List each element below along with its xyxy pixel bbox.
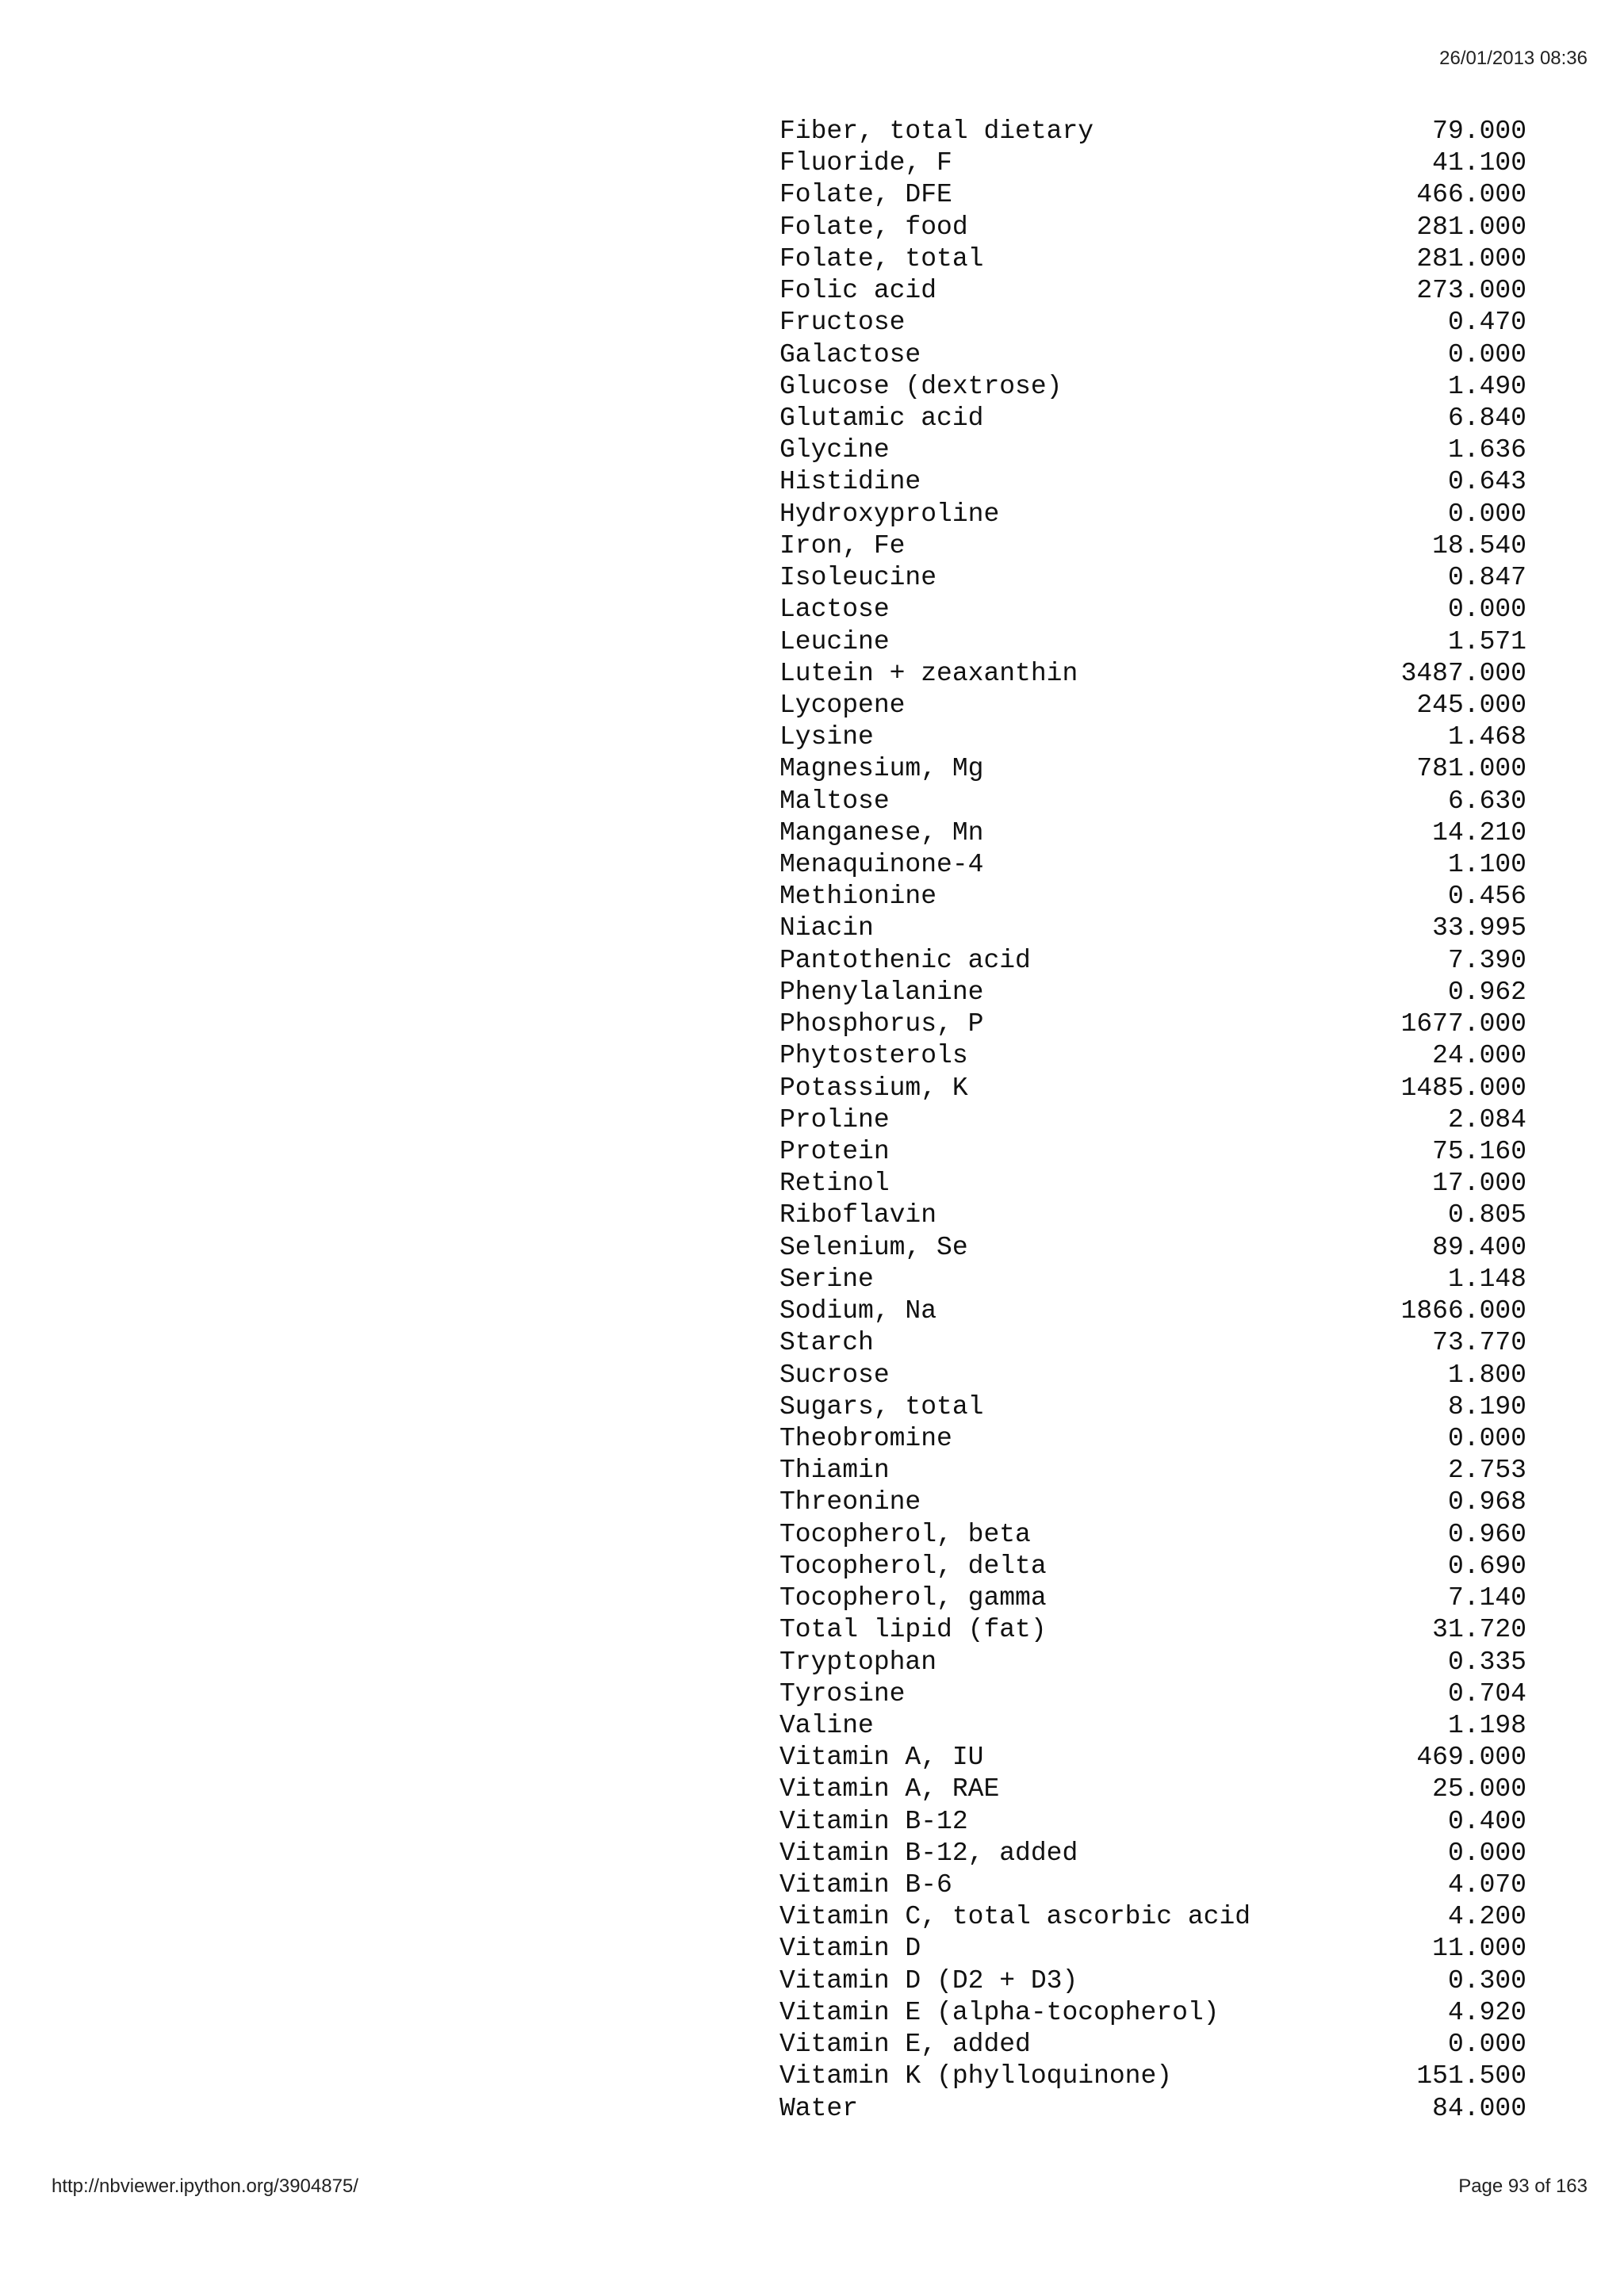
table-row (779, 913, 1526, 944)
nutrient-name: Tryptophan (779, 1647, 937, 1677)
table-row (779, 1647, 1526, 1678)
table-row (779, 1997, 1526, 2029)
table-row (779, 116, 1526, 147)
table-row (779, 1200, 1526, 1231)
table-row (779, 179, 1526, 211)
nutrient-value: 0.000 (1447, 1423, 1526, 1453)
nutrient-name: Methionine (779, 882, 937, 912)
table-row (779, 690, 1526, 721)
table-row (779, 721, 1526, 753)
table-row (779, 594, 1526, 626)
nutrient-name: Hydroxyproline (779, 499, 1000, 529)
table-row (779, 1806, 1526, 1838)
nutrient-value: 1677.000 (1400, 1009, 1526, 1039)
nutrient-name: Lysine (779, 722, 874, 752)
table-row (779, 1551, 1526, 1582)
nutrient-name: Water (779, 2093, 859, 2123)
nutrient-value: 1.148 (1447, 1264, 1526, 1294)
table-row (779, 147, 1526, 179)
table-row (779, 1232, 1526, 1264)
table-row (779, 275, 1526, 307)
nutrient-value: 0.643 (1447, 467, 1526, 497)
nutrient-name: Theobromine (779, 1423, 952, 1453)
table-row (779, 466, 1526, 498)
nutrient-value: 24.000 (1432, 1041, 1526, 1071)
table-row (779, 530, 1526, 562)
nutrient-name: Isoleucine (779, 563, 937, 593)
nutrient-name: Maltose (779, 786, 890, 816)
nutrient-value: 18.540 (1432, 530, 1526, 561)
table-row (779, 1040, 1526, 1072)
table-row (779, 817, 1526, 849)
table-row (779, 243, 1526, 275)
nutrient-name: Sucrose (779, 1360, 890, 1390)
table-row (779, 307, 1526, 339)
nutrient-value: 25.000 (1432, 1774, 1526, 1804)
nutrient-name: Proline (779, 1104, 890, 1135)
nutrient-value: 0.335 (1447, 1647, 1526, 1677)
nutrient-name: Fluoride, F (779, 148, 952, 178)
table-row (779, 1327, 1526, 1359)
table-row (779, 1519, 1526, 1551)
nutrient-name: Leucine (779, 626, 890, 656)
table-row (779, 1264, 1526, 1295)
nutrient-name: Tocopherol, delta (779, 1551, 1047, 1581)
nutrient-name: Vitamin D (779, 1934, 921, 1964)
nutrient-value: 281.000 (1416, 243, 1526, 274)
nutrient-value: 0.300 (1447, 1965, 1526, 1996)
nutrient-value: 151.500 (1416, 2061, 1526, 2091)
nutrient-value: 6.840 (1447, 403, 1526, 433)
nutrient-value: 0.805 (1447, 1200, 1526, 1230)
nutrient-name: Menaquinone-4 (779, 850, 984, 880)
nutrient-name: Lycopene (779, 690, 906, 720)
table-row (779, 1487, 1526, 1518)
nutrient-value: 17.000 (1432, 1169, 1526, 1199)
nutrient-name: Lactose (779, 595, 890, 625)
nutrient-value: 4.200 (1447, 1902, 1526, 1932)
nutrient-value: 1485.000 (1400, 1073, 1526, 1103)
table-row (779, 403, 1526, 434)
table-row (779, 2029, 1526, 2061)
nutrient-name: Vitamin B-12 (779, 1806, 968, 1836)
nutrient-value: 2.084 (1447, 1104, 1526, 1135)
nutrient-value: 1866.000 (1400, 1296, 1526, 1326)
table-row (779, 881, 1526, 913)
nutrient-value: 0.000 (1447, 1838, 1526, 1868)
nutrient-name: Riboflavin (779, 1200, 937, 1230)
table-row (779, 1391, 1526, 1423)
nutrient-value: 2.753 (1447, 1456, 1526, 1486)
nutrient-name: Retinol (779, 1169, 890, 1199)
nutrient-value: 0.000 (1447, 2030, 1526, 2060)
table-row (779, 1933, 1526, 1965)
nutrient-value: 281.000 (1416, 212, 1526, 242)
nutrient-value: 0.470 (1447, 308, 1526, 338)
table-row (779, 1742, 1526, 1774)
table-row (779, 977, 1526, 1008)
table-row (779, 1678, 1526, 1710)
nutrient-name: Serine (779, 1264, 874, 1294)
nutrient-name: Tocopherol, beta (779, 1519, 1031, 1549)
table-row (779, 753, 1526, 785)
table-row (779, 1423, 1526, 1455)
nutrient-name: Histidine (779, 467, 921, 497)
nutrient-value: 79.000 (1432, 117, 1526, 146)
nutrient-name: Phosphorus, P (779, 1009, 984, 1039)
nutrient-value: 7.140 (1447, 1583, 1526, 1613)
nutrient-value: 273.000 (1416, 276, 1526, 306)
table-row (779, 945, 1526, 977)
nutrient-value: 89.400 (1432, 1232, 1526, 1262)
table-row (779, 1838, 1526, 1869)
nutrient-value: 31.720 (1432, 1615, 1526, 1645)
table-row (779, 371, 1526, 403)
nutrient-value: 11.000 (1432, 1934, 1526, 1964)
nutrient-table (779, 116, 1526, 2125)
table-row (779, 1136, 1526, 1168)
table-row (779, 658, 1526, 690)
nutrient-name: Folate, total (779, 243, 984, 274)
nutrient-value: 0.960 (1447, 1519, 1526, 1549)
table-row (779, 1073, 1526, 1104)
nutrient-name: Folate, food (779, 212, 968, 242)
nutrient-value: 1.100 (1447, 850, 1526, 880)
table-row (779, 434, 1526, 466)
nutrient-name: Fructose (779, 308, 906, 338)
nutrient-name: Pantothenic acid (779, 945, 1031, 975)
nutrient-value: 466.000 (1416, 180, 1526, 210)
table-row (779, 562, 1526, 594)
nutrient-value: 14.210 (1432, 817, 1526, 848)
nutrient-value: 1.468 (1447, 722, 1526, 752)
nutrient-value: 0.847 (1447, 563, 1526, 593)
nutrient-value: 73.770 (1432, 1328, 1526, 1358)
table-row (779, 1869, 1526, 1901)
table-row (779, 339, 1526, 371)
nutrient-name: Potassium, K (779, 1073, 968, 1103)
nutrient-value: 6.630 (1447, 786, 1526, 816)
nutrient-name: Vitamin B-12, added (779, 1838, 1078, 1868)
nutrient-name: Galactose (779, 339, 921, 369)
nutrient-value: 0.962 (1447, 977, 1526, 1007)
nutrient-value: 84.000 (1432, 2093, 1526, 2123)
table-row (779, 1614, 1526, 1646)
table-row (779, 2061, 1526, 2092)
nutrient-value: 0.968 (1447, 1487, 1526, 1517)
nutrient-name: Valine (779, 1710, 874, 1740)
nutrient-name: Vitamin D (D2 + D3) (779, 1965, 1078, 1996)
nutrient-value: 0.400 (1447, 1806, 1526, 1836)
nutrient-name: Vitamin E, added (779, 2030, 1031, 2060)
nutrient-name: Glycine (779, 435, 890, 465)
nutrient-name: Folate, DFE (779, 180, 952, 210)
nutrient-name: Fiber, total dietary (779, 117, 1094, 146)
nutrient-name: Vitamin K (phylloquinone) (779, 2061, 1173, 2091)
nutrient-name: Total lipid (fat) (779, 1615, 1047, 1645)
nutrient-value: 4.920 (1447, 1997, 1526, 2027)
nutrient-name: Niacin (779, 913, 874, 943)
nutrient-name: Starch (779, 1328, 874, 1358)
nutrient-name: Threonine (779, 1487, 921, 1517)
nutrient-name: Magnesium, Mg (779, 754, 984, 784)
table-row (779, 499, 1526, 530)
table-row (779, 1008, 1526, 1040)
table-row (779, 1582, 1526, 1614)
nutrient-name: Lutein + zeaxanthin (779, 658, 1078, 688)
table-row (779, 2093, 1526, 2125)
nutrient-value: 8.190 (1447, 1391, 1526, 1422)
footer-page-number: Page 93 of 163 (1458, 2175, 1588, 2197)
table-row (779, 1104, 1526, 1136)
nutrient-value: 469.000 (1416, 1743, 1526, 1773)
nutrient-name: Iron, Fe (779, 530, 906, 561)
nutrient-value: 1.571 (1447, 626, 1526, 656)
nutrient-value: 4.070 (1447, 1870, 1526, 1900)
nutrient-name: Phytosterols (779, 1041, 968, 1071)
nutrient-name: Tyrosine (779, 1678, 906, 1709)
nutrient-name: Vitamin A, IU (779, 1743, 984, 1773)
table-row (779, 1710, 1526, 1742)
nutrient-value: 0.000 (1447, 339, 1526, 369)
table-row (779, 626, 1526, 658)
nutrient-name: Sodium, Na (779, 1296, 937, 1326)
nutrient-name: Vitamin B-6 (779, 1870, 952, 1900)
nutrient-name: Phenylalanine (779, 977, 984, 1007)
nutrient-value: 0.456 (1447, 882, 1526, 912)
table-row (779, 1455, 1526, 1487)
nutrient-name: Vitamin C, total ascorbic acid (779, 1902, 1251, 1932)
nutrient-name: Vitamin E (alpha-tocopherol) (779, 1997, 1220, 2027)
table-row (779, 1168, 1526, 1200)
nutrient-name: Selenium, Se (779, 1232, 968, 1262)
table-row (779, 212, 1526, 243)
nutrient-value: 0.000 (1447, 595, 1526, 625)
table-row (779, 786, 1526, 817)
nutrient-name: Tocopherol, gamma (779, 1583, 1047, 1613)
nutrient-value: 781.000 (1416, 754, 1526, 784)
nutrient-name: Glucose (dextrose) (779, 371, 1063, 401)
table-row (779, 1901, 1526, 1933)
table-row (779, 1774, 1526, 1805)
nutrient-value: 1.198 (1447, 1710, 1526, 1740)
table-row (779, 849, 1526, 881)
table-row (779, 1360, 1526, 1391)
nutrient-name: Manganese, Mn (779, 817, 984, 848)
nutrient-name: Thiamin (779, 1456, 890, 1486)
footer-url: http://nbviewer.ipython.org/3904875/ (52, 2175, 358, 2197)
nutrient-value: 41.100 (1432, 148, 1526, 178)
table-row (779, 1965, 1526, 1997)
nutrient-value: 1.490 (1447, 371, 1526, 401)
nutrient-name: Protein (779, 1137, 890, 1166)
nutrient-value: 1.800 (1447, 1360, 1526, 1390)
print-datetime: 26/01/2013 08:36 (1439, 48, 1588, 69)
nutrient-value: 75.160 (1432, 1137, 1526, 1166)
nutrient-name: Glutamic acid (779, 403, 984, 433)
nutrient-value: 0.000 (1447, 499, 1526, 529)
nutrient-value: 245.000 (1416, 690, 1526, 720)
nutrient-value: 1.636 (1447, 435, 1526, 465)
nutrient-value: 33.995 (1432, 913, 1526, 943)
nutrient-value: 3487.000 (1400, 658, 1526, 688)
nutrient-name: Vitamin A, RAE (779, 1774, 1000, 1804)
nutrient-value: 0.690 (1447, 1551, 1526, 1581)
table-row (779, 1295, 1526, 1327)
nutrient-value: 0.704 (1447, 1678, 1526, 1709)
nutrient-name: Sugars, total (779, 1391, 984, 1422)
nutrient-name: Folic acid (779, 276, 937, 306)
nutrient-value: 7.390 (1447, 945, 1526, 975)
